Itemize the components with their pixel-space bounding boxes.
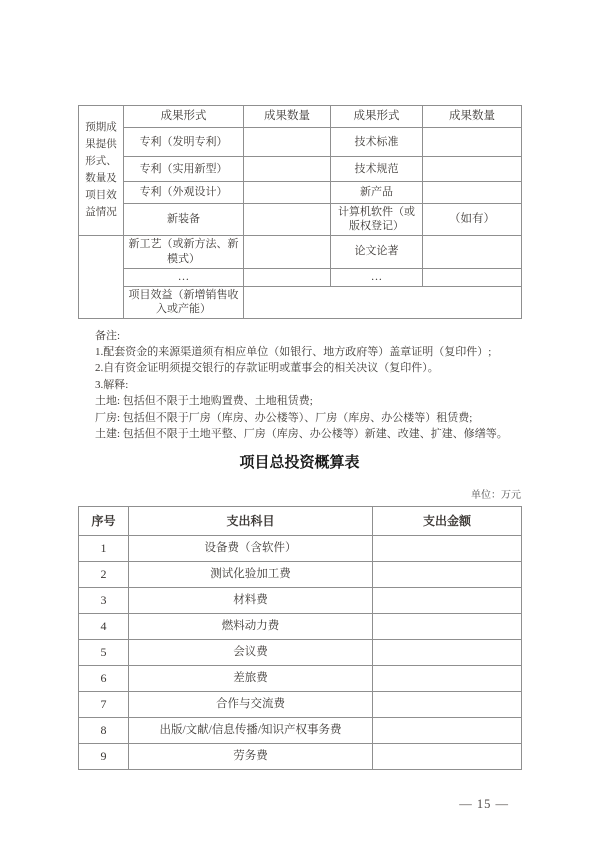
outcome-form-cell: 专利（发明专利） [124, 128, 244, 157]
expense-amount-cell [373, 666, 522, 692]
outcome-qty-cell [423, 128, 522, 157]
outcome-qty-cell [244, 204, 331, 236]
outcome-form-cell: 新装备 [124, 204, 244, 236]
table-row [79, 157, 522, 182]
expense-item-cell: 燃料动力费 [129, 614, 373, 640]
budget-table-title: 项目总投资概算表 [239, 454, 360, 472]
note-line: 1.配套资金的来源渠道须有相应单位（如银行、地方政府等）盖章证明（复印件）; [95, 345, 492, 358]
expense-amount-cell [373, 640, 522, 666]
outcome-form-cell: 新产品 [331, 182, 423, 204]
expected-outcomes-table [78, 105, 522, 319]
outcome-qty-cell [244, 268, 331, 286]
outcome-form-cell: 技术标准 [331, 128, 423, 157]
expense-amount-cell [373, 614, 522, 640]
outcomes-header-form-2: 成果形式 [331, 106, 423, 128]
table-row [79, 562, 522, 588]
row-number-cell: 7 [79, 692, 129, 718]
outcome-qty-cell: （如有） [423, 204, 522, 236]
outcome-qty-cell [244, 182, 331, 204]
row-number-cell: 1 [79, 536, 129, 562]
note-line: 土地: 包括但不限于土地购置费、土地租赁费; [95, 395, 313, 408]
page-content [0, 105, 600, 812]
page-number: — 15 — [459, 797, 509, 812]
outcome-form-cell: 专利（实用新型） [124, 157, 244, 182]
project-benefit-label: 项目效益（新增销售收入或产能） [124, 286, 244, 318]
note-line: 土建: 包括但不限于土地平整、厂房（库房、办公楼等）新建、改建、扩建、修缮等。 [95, 427, 508, 440]
outcome-form-cell: 新工艺（或新方法、新模式） [124, 235, 244, 268]
outcome-form-cell: 计算机软件（或版权登记） [331, 204, 423, 236]
expense-amount-cell [373, 744, 522, 770]
expense-amount-cell [373, 536, 522, 562]
note-line: 3.解释: [95, 378, 129, 391]
table-row [79, 536, 522, 562]
note-line: 厂房: 包括但不限于厂房（库房、办公楼等）、厂房（库房、办公楼等）租赁费; [95, 411, 473, 424]
row-number-cell: 2 [79, 562, 129, 588]
outcomes-header-row [79, 106, 522, 128]
row-number-cell: 3 [79, 588, 129, 614]
budget-table [78, 506, 522, 770]
table-row [79, 235, 522, 268]
expense-item-cell: 差旅费 [129, 666, 373, 692]
budget-header-amount: 支出金额 [373, 507, 522, 536]
outcomes-header-qty-2: 成果数量 [423, 106, 522, 128]
expense-item-cell: 设备费（含软件） [129, 536, 373, 562]
table-row [79, 588, 522, 614]
unit-label: 单位：万元 [471, 490, 521, 502]
outcome-qty-cell [423, 182, 522, 204]
expense-item-cell: 材料费 [129, 588, 373, 614]
table-row [79, 268, 522, 286]
row-number-cell: 4 [79, 614, 129, 640]
budget-header-item: 支出科目 [129, 507, 373, 536]
notes-section [78, 328, 521, 443]
table-row [79, 182, 522, 204]
outcomes-side-label: 预期成果提供形式、数量及项目效益情况 [79, 106, 124, 236]
table-row [79, 204, 522, 236]
outcomes-header-qty-1: 成果数量 [244, 106, 331, 128]
outcomes-side-label-empty [79, 235, 124, 318]
outcome-qty-cell [244, 128, 331, 157]
expense-item-cell: 合作与交流费 [129, 692, 373, 718]
budget-header-row [79, 507, 522, 536]
note-line: 备注: [95, 329, 121, 342]
row-number-cell: 5 [79, 640, 129, 666]
expense-amount-cell [373, 562, 522, 588]
ellipsis-cell: … [331, 268, 423, 286]
outcome-qty-cell [423, 157, 522, 182]
row-number-cell: 9 [79, 744, 129, 770]
table-row [79, 614, 522, 640]
outcome-qty-cell [423, 268, 522, 286]
expense-item-cell: 会议费 [129, 640, 373, 666]
outcome-form-cell: 专利（外观设计） [124, 182, 244, 204]
ellipsis-cell: … [124, 268, 244, 286]
project-benefit-value-cell [244, 286, 522, 318]
table-row [79, 128, 522, 157]
outcome-qty-cell [244, 157, 331, 182]
row-number-cell: 8 [79, 718, 129, 744]
outcome-qty-cell [244, 235, 331, 268]
row-number-cell: 6 [79, 666, 129, 692]
note-line: 2.自有资金证明须提交银行的存款证明或董事会的相关决议（复印件）。 [95, 362, 439, 375]
table-row [79, 692, 522, 718]
outcome-qty-cell [423, 235, 522, 268]
expense-item-cell: 劳务费 [129, 744, 373, 770]
table-row [79, 640, 522, 666]
table-row [79, 286, 522, 318]
expense-amount-cell [373, 718, 522, 744]
table-row [79, 744, 522, 770]
table-row [79, 666, 522, 692]
expense-item-cell: 出版/文献/信息传播/知识产权事务费 [129, 718, 373, 744]
expense-amount-cell [373, 588, 522, 614]
budget-header-no: 序号 [79, 507, 129, 536]
outcome-form-cell: 论文论著 [331, 235, 423, 268]
expense-amount-cell [373, 692, 522, 718]
outcomes-header-form-1: 成果形式 [124, 106, 244, 128]
expense-item-cell: 测试化验加工费 [129, 562, 373, 588]
outcome-form-cell: 技术规范 [331, 157, 423, 182]
table-row [79, 718, 522, 744]
